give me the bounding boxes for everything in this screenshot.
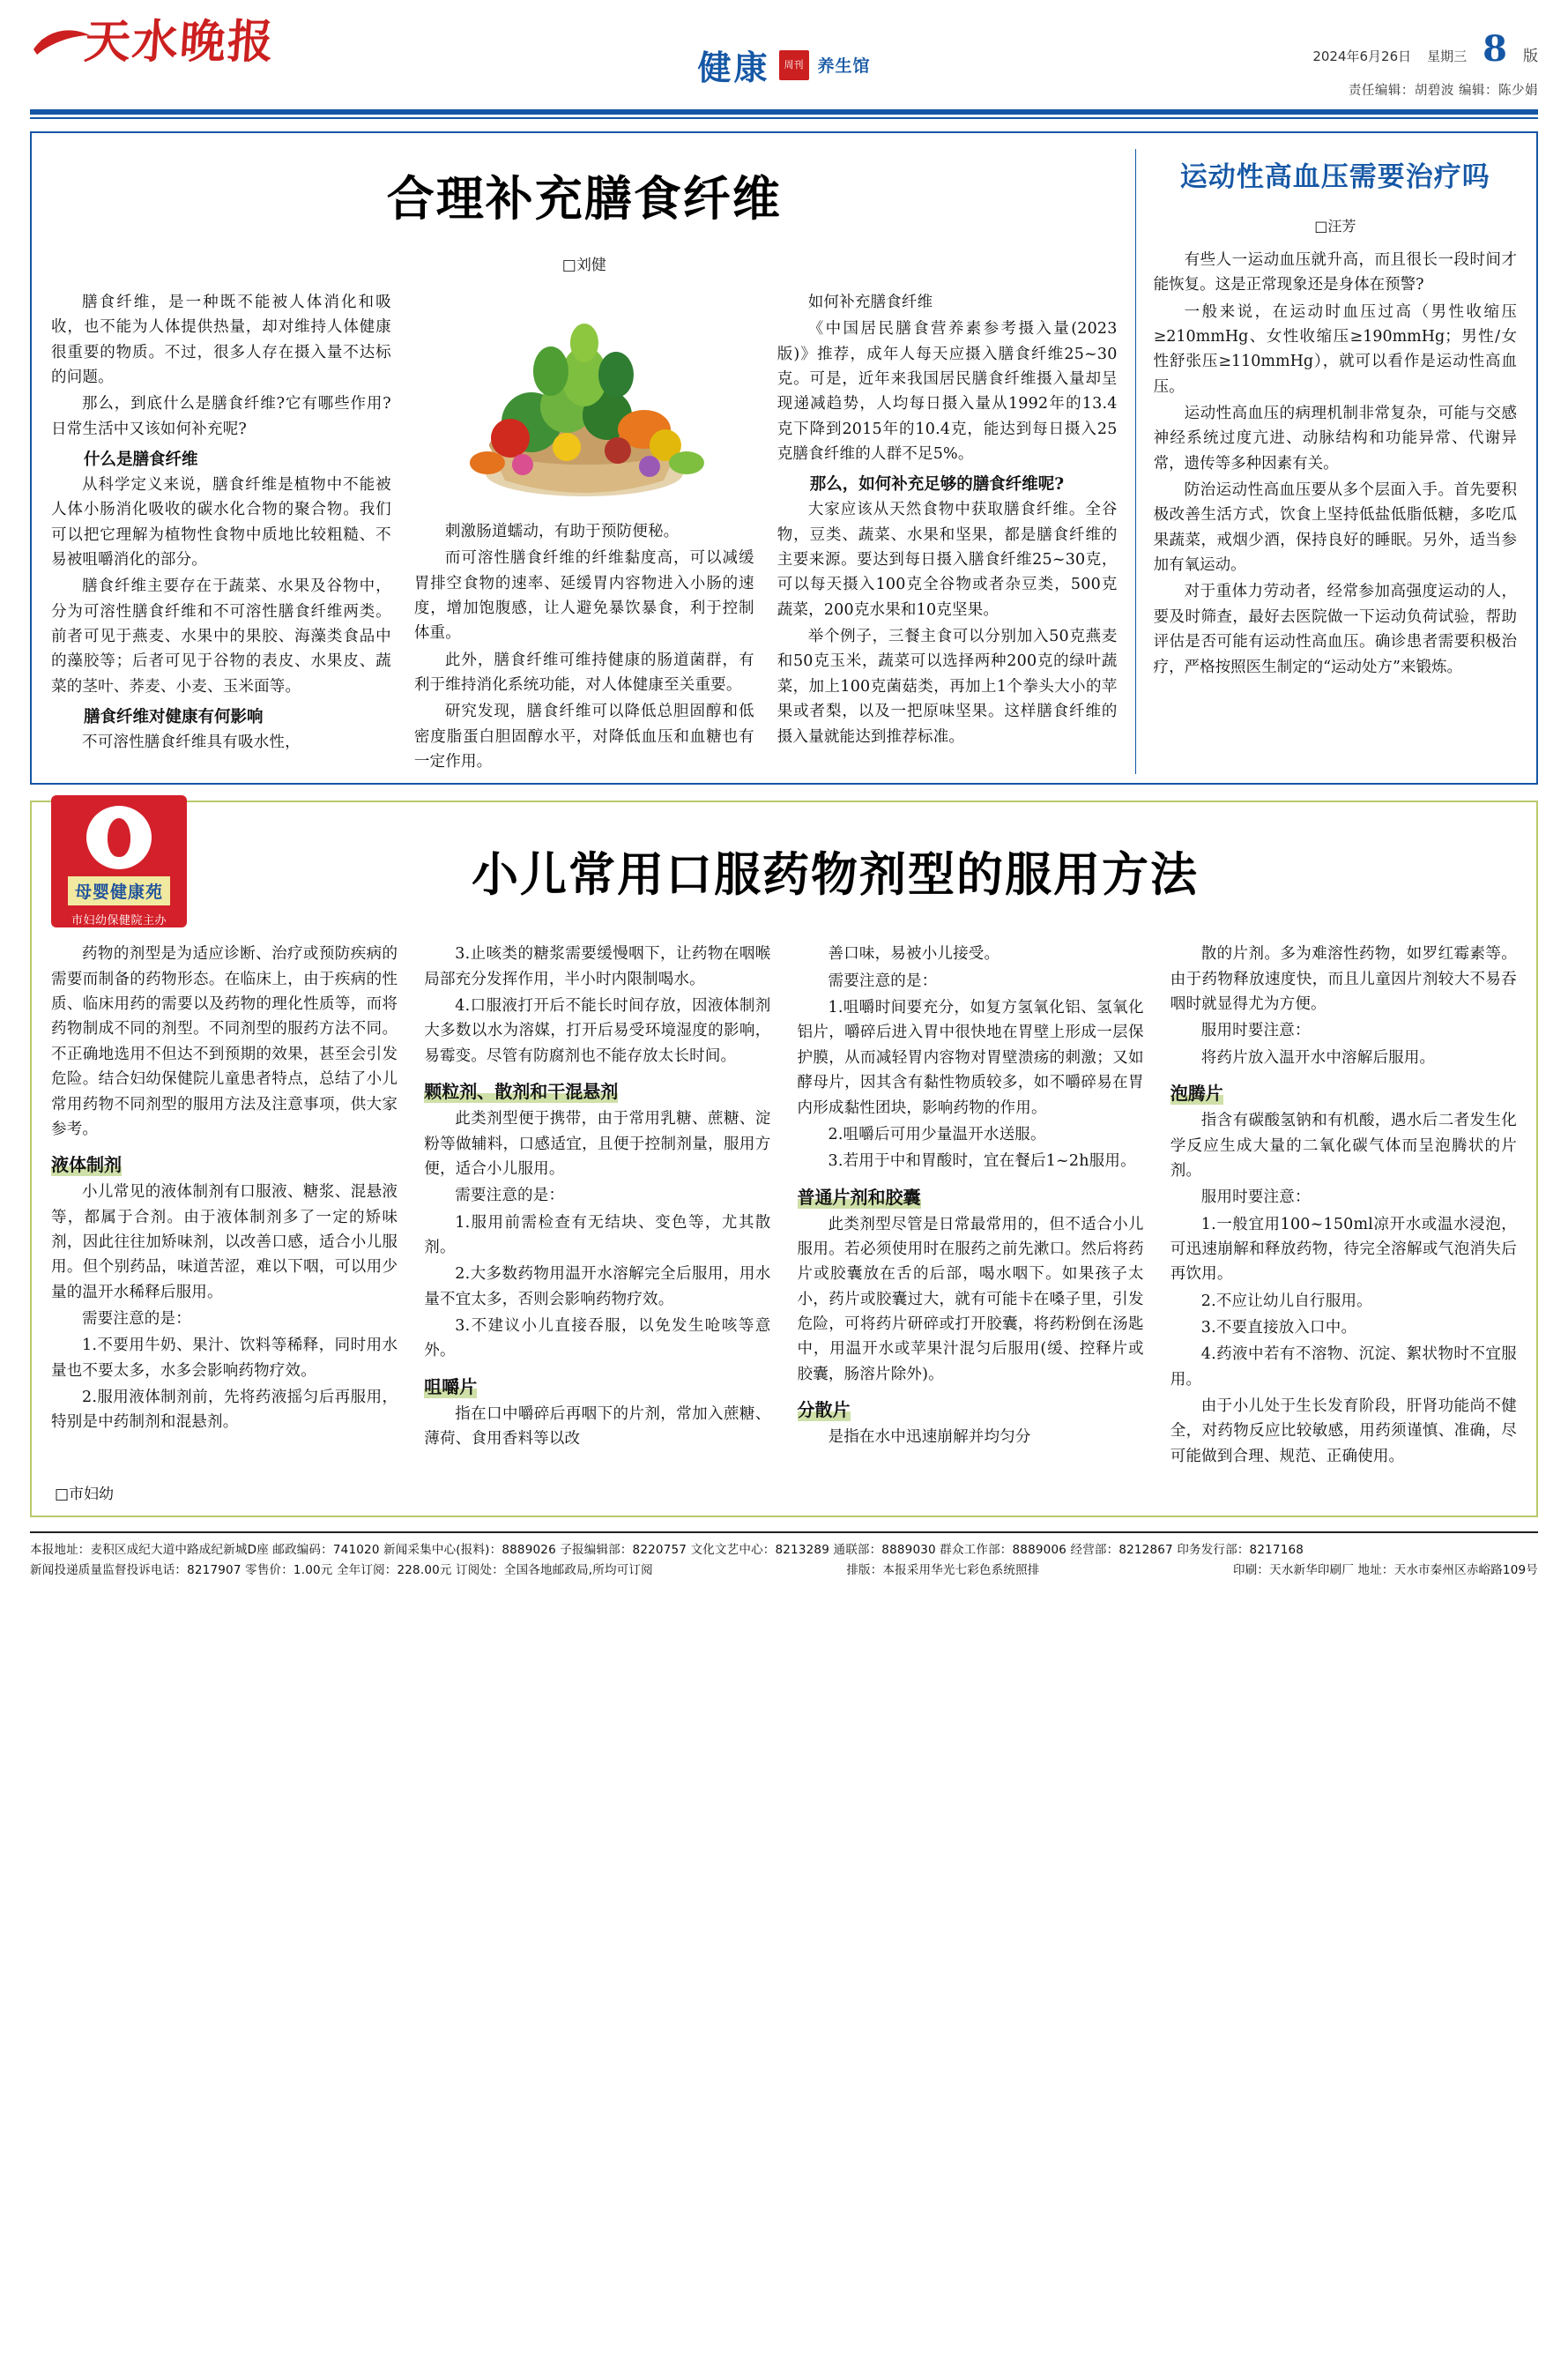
article3-subheading-tablet-capsule: 普通片剂和胶囊: [798, 1183, 921, 1209]
paragraph: 指在口中嚼碎后再咽下的片剂，常加入蔗糖、薄荷、食用香料等以改: [424, 1404, 771, 1448]
paragraph: 2.大多数药物用温开水溶解完全后服用，用水量不宜太多，否则会影响药物疗效。: [424, 1265, 771, 1308]
article1-subheading-1: 什么是膳食纤维: [84, 451, 198, 470]
article3-header: [51, 811, 1517, 933]
paper-name: 天水晚报: [82, 15, 278, 69]
paragraph: 将药片放入温开水中溶解后服用。: [1200, 1048, 1436, 1067]
footer-subscription: 新闻投递质量监督投诉电话：8217907 零售价：1.00元 全年订阅：228.00元 订阅处：全国各地邮政局,所均可订阅: [30, 1562, 653, 1577]
paragraph: 2.不应让幼儿自行服用。: [1200, 1292, 1372, 1310]
article3-headline: 小儿常用口服药物剂型的服用方法: [472, 847, 1199, 903]
paragraph: 服用时要注意：: [1200, 1022, 1311, 1040]
paragraph: 研究发现，膳食纤维可以降低总胆固醇和低密度脂蛋白胆固醇水平，对降低血压和血糖也有一定作用。: [413, 703, 754, 771]
paragraph: 4.药液中若有不溶物、沉淀、絮状物时不宜服用。: [1170, 1345, 1517, 1389]
paragraph: 对于重体力劳动者，经常参加高强度运动的人，要及时筛查，最好去医院做一下运动负荷试验，帮助评估是否可能有运动性高血压。确诊患者需要积极治疗，严格按照医生制定的“运动处方”来锻炼。: [1153, 583, 1517, 676]
paragraph: 3.不要直接放入口中。: [1200, 1318, 1357, 1337]
article3-subheading-granule: 颗粒剂、散剂和干混悬剂: [424, 1077, 618, 1103]
paragraph: 药物的剂型是为适应诊断、治疗或预防疾病的需要而制备的药物形态。在临床上，由于疾病的性质、临床用药的需要以及药物的理化性质等，而将药物制成不同的剂型。不同剂型的服药方法不同。不正确地选用不但达不到预期的效果，甚至会引发危险。结合妇幼保健院儿童患者特点，总结了小儿常用药物不同剂型的服用方法及注意事项，供大家参考。: [51, 945, 398, 1138]
paragraph: 3.若用于中和胃酸时，宜在餐后1~2h服用。: [828, 1152, 1136, 1171]
paragraph: 1.咀嚼时间要充分，如复方氢氧化铝、氢氧化铝片，嚼碎后进入胃中很快地在胃壁上形成一层保护膜，从而减轻胃内容物对胃壁溃疡的刺激；又如酵母片，因其含有黏性物质较多，如不嚼碎易在胃内形成黏性团块，影响药物的作用。: [797, 999, 1144, 1117]
paragraph: 举个例子，三餐主食可以分别加入50克燕麦和50克玉米，蔬菜可以选择两种200克的绿叶蔬菜，加上100克菌菇类，再加上1个拳头大小的苹果或者梨，以及一把原味坚果。这样膳食纤维的摄入量就能达到推荐标准。: [777, 628, 1118, 746]
footer-info-line: [30, 1560, 1538, 1581]
article-frame-bottom: [30, 801, 1538, 1517]
section-title: 健康: [697, 48, 770, 87]
page-footer: [30, 1531, 1538, 1581]
badge-emblem-icon: [86, 806, 152, 869]
paragraph: 刺激肠道蠕动，有助于预防便秘。: [444, 523, 680, 540]
maternal-child-health-badge: [51, 795, 187, 927]
paragraph: 从科学定义来说，膳食纤维是植物中不能被人体小肠消化吸收的碳水化合物的聚合物。我们可以把它理解为植物性食物中质地比较粗糙、不易被咀嚼消化的部分。: [51, 476, 391, 570]
vegetables-illustration: [414, 290, 754, 510]
paragraph: 如何补充膳食纤维: [807, 294, 933, 311]
article3-signature: □市妇幼: [55, 1485, 115, 1503]
paragraph: 有些人一运动血压就升高，而且很长一段时间才能恢复。这是正常现象还是身体在预警?: [1153, 251, 1517, 294]
article1-subheading-3: 那么，如何补充足够的膳食纤维呢?: [809, 475, 1065, 495]
masthead-right: [1312, 19, 1538, 99]
page-number: 8: [1483, 28, 1507, 70]
paragraph: 此外，膳食纤维可维持健康的肠道菌群，有利于维持消化系统功能，对人体健康至关重要。: [413, 651, 754, 695]
footer-printing: 印刷：天水新华印刷厂 地址：天水市秦州区赤峪路109号: [1233, 1562, 1538, 1577]
paragraph: 服用时要注意：: [1200, 1188, 1311, 1207]
section-subtitle: 养生馆: [817, 56, 871, 76]
paragraph: 《中国居民膳食营养素参考摄入量(2023版)》推荐，成年人每天应摄入膳食纤维25~30克。可是，近年来我国居民膳食纤维摄入量却呈现递减趋势，人均每日摄入量从1992年的13.4克下降到2015年的10.4克，能达到每日摄入25克膳食纤维的人群不足5%。: [777, 320, 1118, 464]
paragraph: 那么，到底什么是膳食纤维?它有哪些作用?日常生活中又该如何补充呢?: [51, 395, 391, 438]
paragraph: 膳食纤维，是一种既不能被人体消化和吸收，也不能为人体提供热量，却对维持人体健康很重要的物质。不过，很多人存在摄入量不达标的问题。: [51, 294, 391, 387]
paragraph: 小儿常见的液体制剂有口服液、糖浆、混悬液等，都属于合剂。由于液体制剂多了一定的矫味剂，因此往往加矫味剂，以改善口感，适合小儿服用。但个别药品，味道苦涩，难以下咽，可以用少量的温开水稀释后服用。: [51, 1183, 398, 1301]
paragraph: 指含有碳酸氢钠和有机酸，遇水后二者发生化学反应生成大量的二氧化碳气体而呈泡腾状的片剂。: [1170, 1112, 1517, 1180]
paragraph: 3.止咳类的糖浆需要缓慢咽下，让药物在咽喉局部充分发挥作用，半小时内限制喝水。: [424, 945, 771, 988]
paragraph: 不可溶性膳食纤维具有吸水性，: [82, 734, 301, 752]
paragraph: 是指在水中迅速崩解并均匀分: [828, 1427, 1031, 1446]
paragraph: 3.不建议小儿直接吞服，以免发生呛咳等意外。: [424, 1316, 771, 1360]
paragraph: 膳食纤维主要存在于蔬菜、水果及谷物中，分为可溶性膳食纤维和不可溶性膳食纤维两类。前者可见于燕麦、水果中的果胶、海藻类食品中的藻胶等；后者可见于谷物的表皮、水果皮、蔬菜的茎叶、荞麦、小麦、玉米面等。: [51, 577, 391, 696]
article3-subheading-dispersible: 分散片: [798, 1396, 851, 1421]
article1-byline: □刘健: [561, 257, 606, 274]
article3-subheading-chewable: 咀嚼片: [424, 1373, 477, 1398]
paragraph: 需要注意的是：: [828, 972, 938, 990]
article-dietary-fiber: [51, 149, 1136, 774]
paragraph: 需要注意的是：: [455, 1187, 565, 1205]
badge-subtitle: 市妇幼保健院主办: [71, 914, 167, 928]
article2-headline: 运动性高血压需要治疗吗: [1179, 161, 1490, 193]
section-header: [697, 41, 870, 89]
article1-columns: [51, 290, 1118, 774]
paragraph: 由于小儿处于生长发育阶段，肝肾功能尚不健全，对药物反应比较敏感，用药须谨慎、准确，尽可能做到合理、规范、正确使用。: [1170, 1396, 1517, 1465]
article1-headline: 合理补充膳食纤维: [386, 170, 782, 227]
section-seal: 周刊: [779, 50, 809, 80]
paragraph: 此类剂型便于携带，由于常用乳糖、蔗糖、淀粉等做辅料，口感适宜，且便于控制剂量，服用方便，适合小儿服用。: [424, 1110, 771, 1178]
page-label: 版: [1523, 48, 1538, 65]
paragraph: 1.不要用牛奶、果汁、饮料等稀释，同时用水量也不要太多，水多会影响药物疗效。: [51, 1337, 398, 1380]
footer-typesetting: 排版：本报采用华光七彩色系统照排: [846, 1562, 1040, 1577]
paragraph: 1.服用前需检查有无结块、变色等，尤其散剂。: [424, 1213, 771, 1256]
footer-contact-line: 本报地址：麦积区成纪大道中路成纪新城D座 邮政编码：741020 新闻采集中心(报料)：8889026 子报编辑部：8220757 文化文艺中心：8213289 通联部：8889030 群众工作部：8889006 经营部：8212867 印务发行部：8217168: [30, 1542, 1304, 1557]
paragraph: 需要注意的是：: [82, 1309, 191, 1328]
article-frame-top: [30, 131, 1538, 785]
article3-subheading-effervescent: 泡腾片: [1170, 1079, 1223, 1105]
paragraph: 一般来说，在运动时血压过高（男性收缩压≥210mmHg、女性收缩压≥190mmHg；男性/女性舒张压≥110mmHg），就可以看作是运动性高血压。: [1153, 302, 1517, 396]
article3-columns: [51, 942, 1517, 1469]
paragraph: 此类剂型尽管是日常最常用的，但不适合小儿服用。若必须使用时在服药之前先漱口。然后将药片或胶囊放在舌的后部，喝水咽下。如果孩子太小，药片或胶囊过大，就有可能卡在嗓子里，引发危险，可将药片研碎或打开胶囊，将药粉倒在汤匙中，用温开水或苹果汁混匀后服用(缓、控释片或胶囊，肠溶片除外)。: [797, 1215, 1144, 1383]
paragraph: 防治运动性高血压要从多个层面入手。首先要积极改善生活方式，饮食上坚持低盐低脂低糖，多吃瓜果蔬菜，戒烟少酒，保持良好的睡眠。另外，适当参加有氧运动。: [1153, 481, 1517, 575]
article-exercise-hypertension: [1136, 149, 1517, 774]
article2-byline: □汪芳: [1314, 218, 1356, 235]
paragraph: 散的片剂。多为难溶性药物，如罗红霉素等。由于药物释放速度快，而且儿童因片剂较大不易吞咽时就显得尤为方便。: [1170, 945, 1517, 1014]
masthead-divider-thin: [30, 117, 1538, 119]
paragraph: 2.服用液体制剂前，先将药液摇匀后再服用，特别是中药制剂和混悬剂。: [51, 1388, 398, 1432]
weekday: 星期三: [1427, 48, 1468, 64]
paragraph: 大家应该从天然食物中获取膳食纤维。全谷物，豆类、蔬菜、水果和坚果，都是膳食纤维的主要来源。要达到每日摄入膳食纤维25~30克，可以每天摄入100克全谷物或者杂豆类，500克蔬菜，200克水果和10克坚果。: [777, 501, 1118, 619]
paragraph: 1.一般宜用100~150ml凉开水或温水浸泡，可迅速崩解和释放药物，待完全溶解或气泡消失后再饮用。: [1170, 1215, 1517, 1284]
article1-subheading-2: 膳食纤维对健康有何影响: [84, 708, 264, 727]
publish-date: 2024年6月26日: [1312, 48, 1412, 64]
paragraph: 而可溶性膳食纤维的纤维黏度高，可以减缓胃排空食物的速率、延缓胃内容物进入小肠的速度，增加饱腹感，让人避免暴饮暴食，利于控制体重。: [413, 549, 754, 643]
vegetables-photo: [414, 290, 754, 510]
paragraph: 善口味，易被小儿接受。: [828, 945, 1000, 964]
article3-subheading-liquid: 液体制剂: [51, 1151, 122, 1176]
paragraph: 运动性高血压的病理机制非常复杂，可能与交感神经系统过度亢进、动脉结构和功能异常、代谢异常，遗传等多种因素有关。: [1153, 405, 1517, 473]
editors: 责任编辑：胡碧波 编辑：陈少娟: [1348, 84, 1538, 98]
paragraph: 2.咀嚼后可用少量温开水送服。: [828, 1125, 1046, 1143]
paragraph: 4.口服液打开后不能长时间存放，因液体制剂大多数以水为溶媒，打开后易受环境湿度的影响，易霉变。尽管有防腐剂也不能存放太长时间。: [424, 997, 771, 1065]
masthead-divider: [30, 109, 1538, 115]
paper-logo: [30, 15, 278, 69]
masthead: [23, 0, 1545, 104]
badge-title: 母婴健康苑: [68, 876, 170, 905]
